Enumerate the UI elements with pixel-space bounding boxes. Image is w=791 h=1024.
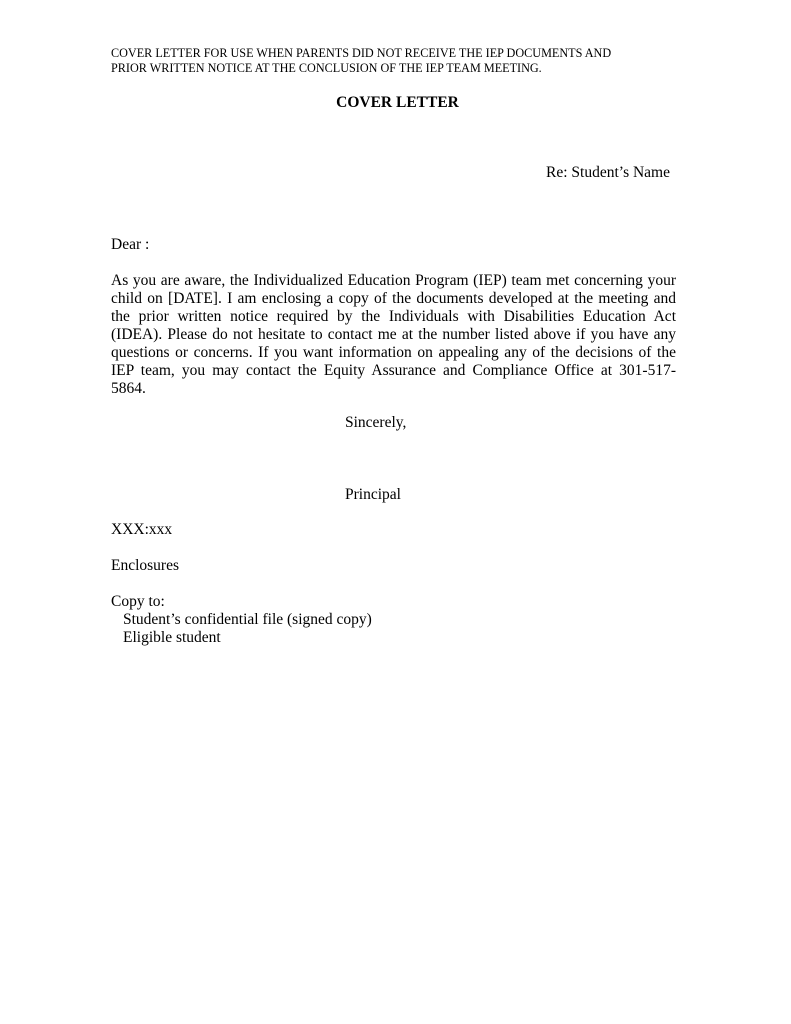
letter-title: COVER LETTER <box>336 94 459 111</box>
copy-to-item: Eligible student <box>123 629 221 646</box>
body-paragraph <box>111 272 676 398</box>
body-line: (IDEA). Please do not hesitate to contact me at the number listed above if you have any <box>111 326 676 343</box>
salutation: Dear : <box>111 236 150 253</box>
header-note-line: PRIOR WRITTEN NOTICE AT THE CONCLUSION OF THE IEP TEAM MEETING. <box>111 61 542 75</box>
copy-to-list <box>123 611 372 647</box>
body-line: As you are aware, the Individualized Education Program (IEP) team met concerning your <box>111 272 676 289</box>
copy-to-item: Student’s confidential file (signed copy) <box>123 611 372 628</box>
copy-to-label: Copy to: <box>111 593 165 610</box>
signature-title: Principal <box>345 486 401 503</box>
body-line: child on [DATE]. I am enclosing a copy of the documents developed at the meeting and <box>111 290 676 307</box>
reference-initials: XXX:xxx <box>111 521 173 538</box>
header-note <box>111 46 691 76</box>
body-line: questions or concerns. If you want information on appealing any of the decisions of the <box>111 344 676 361</box>
body-line: 5864. <box>111 380 146 397</box>
header-note-line: COVER LETTER FOR USE WHEN PARENTS DID NOT RECEIVE THE IEP DOCUMENTS AND <box>111 46 612 60</box>
enclosures-note: Enclosures <box>111 557 180 574</box>
body-line: the prior written notice required by the Individuals with Disabilities Education Act <box>111 308 676 325</box>
closing: Sincerely, <box>345 414 407 431</box>
re-line: Re: Student’s Name <box>546 164 670 181</box>
body-line: IEP team, you may contact the Equity Assurance and Compliance Office at 301-517- <box>111 362 676 379</box>
